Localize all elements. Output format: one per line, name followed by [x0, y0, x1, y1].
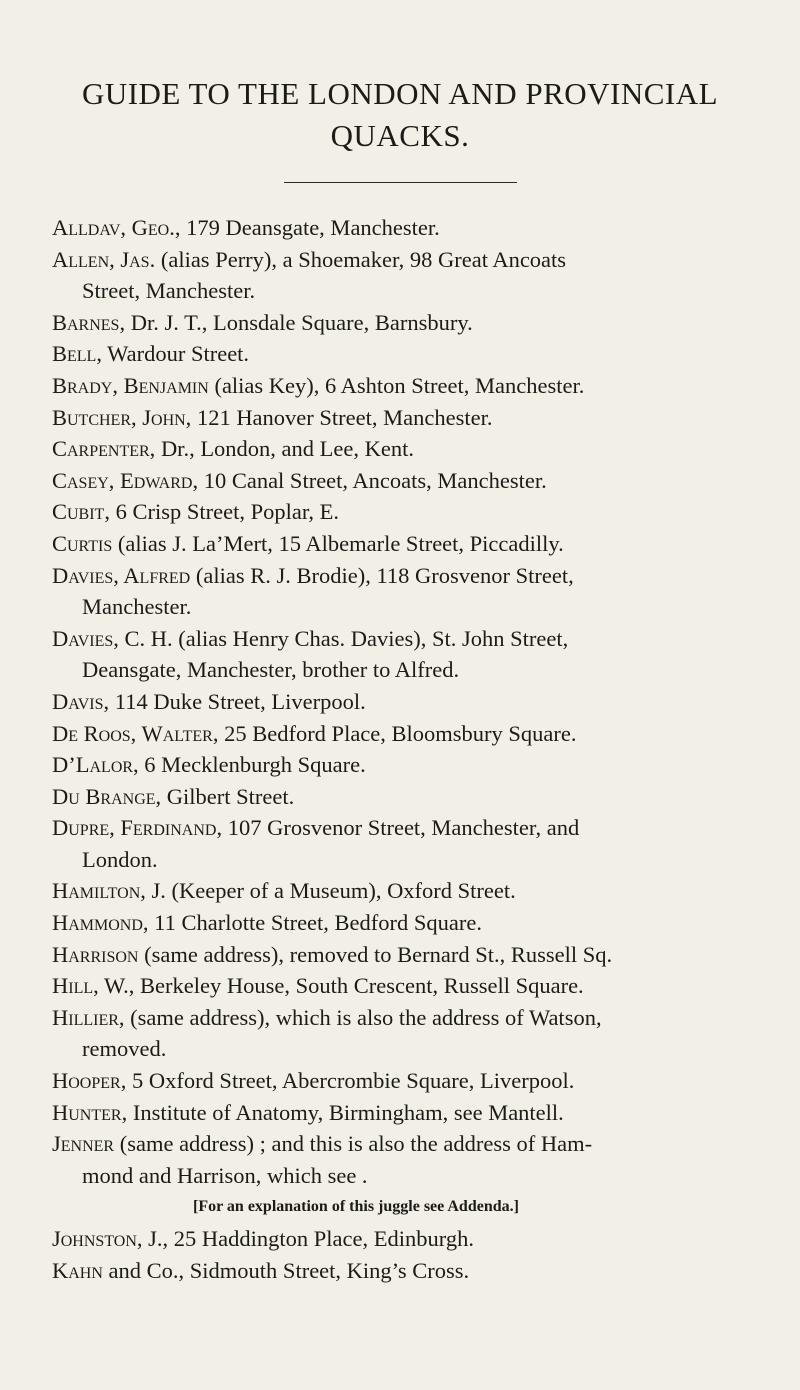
- list-item: [52, 244, 772, 307]
- entry-name: Casey, Edward,: [52, 467, 199, 493]
- entry-name: Bell,: [52, 341, 102, 367]
- entry-address: Gilbert Street.: [161, 783, 295, 809]
- entry-address: (alias Perry), a Shoemaker, 98 Great Ancoats: [155, 246, 567, 272]
- entry-name: Kahn: [52, 1257, 103, 1283]
- entry-name: Hamilton,: [52, 878, 146, 904]
- entry-address: Institute of Anatomy, Birmingham, see Mantell.: [127, 1099, 564, 1125]
- entry-name: Butcher, John,: [52, 404, 192, 430]
- entry-address: (same address), removed to Bernard St., Russell Sq.: [138, 941, 613, 967]
- list-item: [52, 338, 772, 370]
- list-item: [52, 1223, 772, 1255]
- list-item: [52, 465, 772, 497]
- list-item: [52, 1065, 772, 1097]
- entry-name: Johnston,: [52, 1226, 143, 1251]
- list-item: [52, 496, 772, 528]
- list-item: [52, 1128, 772, 1191]
- list-item: [52, 875, 772, 907]
- entry-name: Cubit,: [52, 499, 110, 525]
- page-title: GUIDE TO THE LONDON AND PROVINCIAL: [81, 76, 719, 111]
- entry-continuation: Street, Manchester.: [82, 278, 256, 304]
- entry-name: Davis,: [52, 688, 110, 714]
- entry-address: 6 Crisp Street, Poplar, E.: [109, 499, 340, 525]
- entry-address: 121 Hanover Street, Manchester.: [191, 404, 493, 430]
- list-item: [52, 686, 772, 718]
- entry-address: J., 25 Haddington Place, Edinburgh.: [142, 1226, 474, 1251]
- list-item: [52, 907, 772, 939]
- entry-continuation: removed.: [82, 1036, 167, 1062]
- entry-name: Du Brange,: [52, 783, 162, 809]
- entry-continuation: London.: [82, 846, 158, 872]
- list-item: [52, 623, 772, 686]
- list-item: [52, 718, 772, 750]
- entry-name: De Roos, Walter,: [52, 720, 219, 746]
- entry-name: Dupre, Ferdinand,: [52, 815, 223, 841]
- entry-address: 114 Duke Street, Liverpool.: [109, 688, 366, 714]
- entry-name: Carpenter,: [52, 436, 156, 462]
- entry-address: C. H. (alias Henry Chas. Davies), St. John Street,: [118, 625, 569, 651]
- page-subtitle: QUACKS.: [330, 118, 470, 153]
- list-item: [52, 433, 772, 465]
- list-item: [52, 939, 772, 971]
- list-item: [52, 560, 772, 623]
- entry-address: (alias J. La’Mert, 15 Albemarle Street, Piccadilly.: [112, 530, 564, 556]
- entry-continuation: Deansgate, Manchester, brother to Alfred.: [82, 657, 460, 683]
- entry-continuation: Manchester.: [82, 594, 192, 620]
- entry-name: Hill,: [52, 973, 99, 999]
- entry-name: D’Lalor,: [52, 752, 139, 778]
- entry-address: 6 Mecklenburgh Square.: [138, 752, 366, 778]
- entry-name: Jenner: [52, 1131, 115, 1157]
- entry-name: Hooper,: [52, 1068, 127, 1094]
- entry-address: (same address) ; and this is also the address of Ham-: [114, 1131, 593, 1157]
- quack-list: [52, 212, 772, 1286]
- editorial-note: [For an explanation of this juggle see Addenda.]: [193, 1198, 519, 1216]
- list-item: [52, 1255, 772, 1287]
- list-item: [52, 212, 772, 244]
- entry-name: Barnes,: [52, 309, 126, 335]
- list-item: [52, 1002, 772, 1065]
- entry-name: Hammond,: [52, 910, 149, 936]
- entry-name: Harrison: [52, 941, 139, 967]
- entry-address: J. (Keeper of a Museum), Oxford Street.: [145, 878, 516, 904]
- entry-address: 179 Deansgate, Manchester.: [180, 215, 440, 240]
- entry-address: 10 Canal Street, Ancoats, Manchester.: [198, 467, 547, 493]
- entry-address: 5 Oxford Street, Abercrombie Square, Liverpool.: [126, 1068, 575, 1094]
- list-item: [52, 402, 772, 434]
- entry-address: (same address), which is also the address of Watson,: [124, 1004, 602, 1030]
- entry-name: Hunter,: [52, 1099, 128, 1125]
- entry-name: Davies, Alfred: [52, 562, 191, 588]
- list-item: [52, 1097, 772, 1129]
- list-item: [52, 749, 772, 781]
- entry-address: 107 Grosvenor Street, Manchester, and: [222, 815, 580, 841]
- entry-address: (alias Key), 6 Ashton Street, Manchester.: [208, 372, 585, 398]
- entry-address: Dr. J. T., Lonsdale Square, Barnsbury.: [125, 309, 473, 335]
- entry-continuation: mond and Harrison, which see .: [82, 1162, 368, 1188]
- list-item: [52, 812, 772, 875]
- entry-address: and Co., Sidmouth Street, King’s Cross.: [102, 1257, 470, 1283]
- list-item: [52, 307, 772, 339]
- list-item: [52, 528, 772, 560]
- entry-name: Alldav, Geo.,: [52, 215, 181, 240]
- title-rule: [284, 182, 517, 183]
- list-item: [52, 970, 772, 1002]
- entry-address: W., Berkeley House, South Crescent, Russell Square.: [98, 973, 584, 999]
- list-item: [52, 781, 772, 813]
- entry-name: Hillier,: [52, 1004, 125, 1030]
- entry-name: Davies,: [52, 625, 119, 651]
- entry-address: 11 Charlotte Street, Bedford Square.: [148, 910, 483, 936]
- entry-address: (alias R. J. Brodie), 118 Grosvenor Street,: [190, 562, 574, 588]
- entry-address: Dr., London, and Lee, Kent.: [155, 436, 414, 462]
- list-item: [52, 370, 772, 402]
- entry-address: 25 Bedford Place, Bloomsbury Square.: [218, 720, 577, 746]
- entry-name: Curtis: [52, 530, 113, 556]
- entry-name: Allen, Jas.: [52, 246, 156, 272]
- entry-address: Wardour Street.: [101, 341, 250, 367]
- entry-name: Brady, Benjamin: [52, 372, 209, 398]
